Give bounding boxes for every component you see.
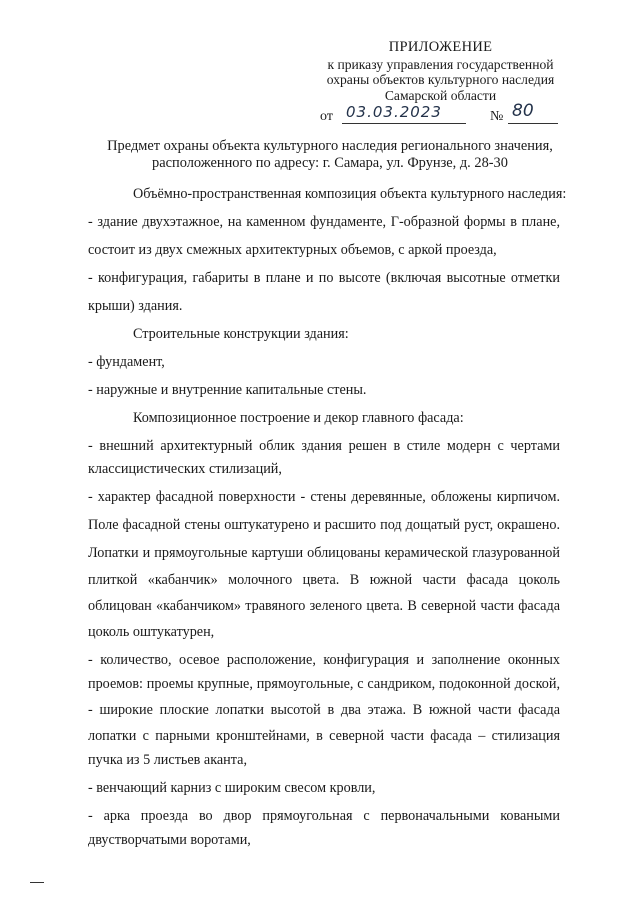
body-line: - широкие плоские лопатки высотой в два этажа. В южной части фасада [88, 702, 560, 718]
number-prefix: № [490, 109, 504, 124]
body-line: облицован «кабанчиком» травяного зеленого цвета. В северной части фасада [88, 598, 560, 614]
body-line: Композиционное построение и декор главного фасада: [133, 410, 464, 426]
body-line: Объёмно-пространственная композиция объекта культурного наследия: [133, 186, 567, 202]
body-line: цоколь оштукатурен, [88, 624, 215, 640]
body-line: - конфигурация, габариты в плане и по высоте (включая высотные отметки [88, 270, 560, 286]
body-line: двустворчатыми воротами, [88, 832, 251, 848]
document-title [80, 138, 580, 172]
body-line: - фундамент, [88, 354, 165, 370]
body-line: плиткой «кабанчик» молочного цвета. В южной части фасада цоколь [88, 572, 560, 588]
body-line: Поле фасадной стены оштукатурено и расшито под дощатый руст, окрашено. [88, 517, 560, 533]
body-line: лопатки с парными кронштейнами, в северной части фасада – стилизация [88, 728, 560, 744]
order-date-number [320, 101, 570, 130]
handwritten-number: 80 [508, 101, 558, 124]
appendix-heading: ПРИЛОЖЕНИЕ [388, 39, 493, 55]
body-line: проемов: проемы крупные, прямоугольные, с сандриком, подоконной доской, [88, 676, 560, 692]
body-line: классицистических стилизаций, [88, 461, 282, 477]
body-line: Строительные конструкции здания: [133, 326, 349, 342]
title-line: Предмет охраны объекта культурного наследия регионального значения, [107, 138, 553, 154]
body-line: состоит из двух смежных архитектурных объемов, с аркой проезда, [88, 242, 497, 258]
body-line: - количество, осевое расположение, конфигурация и заполнение оконных [88, 652, 560, 668]
title-line: расположенного по адресу: г. Самара, ул. Фрунзе, д. 28-30 [152, 155, 508, 171]
body-line: Лопатки и прямоугольные картуши облицованы керамической глазурованной [88, 545, 560, 561]
handwritten-date: 03.03.2023 [342, 103, 466, 124]
appendix-line: к приказу управления государственной [327, 56, 554, 72]
body-line: пучка из 5 листьев аканта, [88, 752, 247, 768]
body-line: крыши) здания. [88, 298, 183, 314]
body-line: - наружные и внутренние капитальные стены. [88, 382, 367, 398]
body-line: - венчающий карниз с широким свесом кровли, [88, 780, 376, 796]
body-line: - характер фасадной поверхности - стены деревянные, обложены кирпичом. [88, 489, 560, 505]
body-line: - внешний архитектурный облик здания решен в стиле модерн с чертами [88, 438, 560, 454]
date-prefix: от [320, 109, 333, 124]
footer-mark [30, 882, 44, 883]
body-line: - здание двухэтажное, на каменном фундаменте, Г-образной формы в плане, [88, 214, 560, 230]
body-line: - арка проезда во двор прямоугольная с первоначальными коваными [88, 808, 560, 824]
appendix-line: Самарской области [384, 87, 497, 103]
appendix-line: охраны объектов культурного наследия [326, 72, 555, 87]
appendix-block [323, 40, 558, 103]
